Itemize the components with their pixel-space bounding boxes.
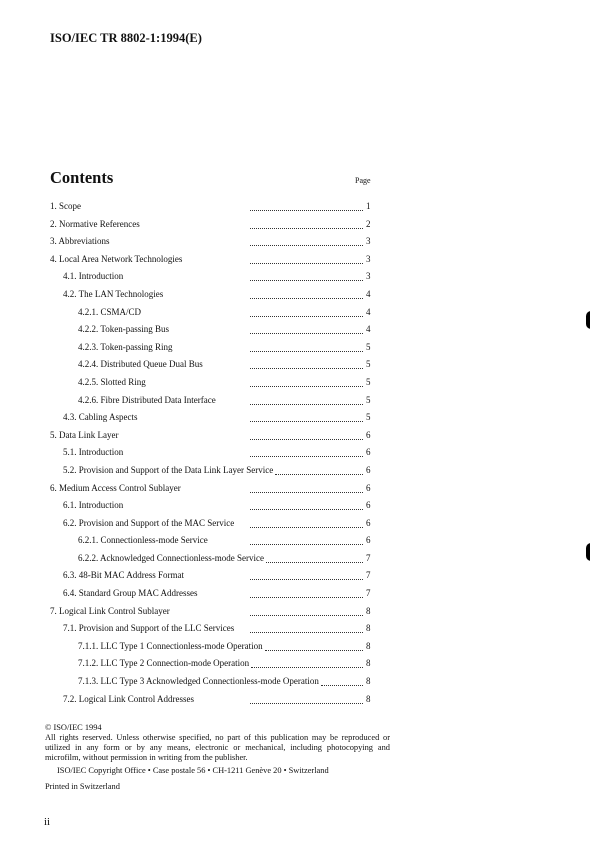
toc-entry-page: 8 [366,605,371,616]
toc-leader-dots [275,474,363,475]
toc-entry[interactable] [0,286,590,304]
toc-leader-dots [250,615,363,616]
toc-entry-page: 5 [366,412,371,423]
toc-entry-page: 8 [366,693,371,704]
toc-entry[interactable] [0,251,590,269]
toc-entry-title: 6.3. 48-Bit MAC Address Format [63,570,185,581]
page-column-label: Page [355,176,371,185]
toc-leader-dots [250,439,363,440]
copyright-notice [45,723,390,792]
toc-entry-page: 7 [366,570,371,581]
toc-entry-page: 8 [366,623,371,634]
toc-entry-title: 4.2.1. CSMA/CD [78,306,142,317]
rights-statement: All rights reserved. Unless otherwise specified, no part of this publication may be reproduced or utilized in any form or by any means, electronic or mechanical, including photocopying and microfilm, without permission in writing from the publisher. [45,733,390,762]
toc-entry-page: 4 [366,288,371,299]
toc-entry[interactable] [0,233,590,251]
toc-entry-page: 8 [366,640,371,651]
toc-leader-dots [250,544,363,545]
toc-entry-page: 3 [366,271,371,282]
toc-entry[interactable] [0,515,590,533]
toc-entry-page: 1 [366,201,371,211]
toc-entry[interactable] [0,585,590,603]
toc-leader-dots [250,597,363,598]
toc-entry[interactable] [0,603,590,621]
toc-entry-page: 7 [366,552,371,563]
toc-leader-dots [250,421,363,422]
toc-entry-title: 4.2.4. Distributed Queue Dual Bus [78,359,203,370]
toc-entry-page: 4 [366,306,371,317]
toc-entry[interactable] [0,198,590,216]
toc-leader-dots [250,632,363,633]
toc-entry-page: 5 [366,341,371,352]
toc-entry-page: 8 [366,676,371,687]
toc-leader-dots [250,298,363,299]
toc-entry-title: 7.1. Provision and Support of the LLC Services [63,623,235,634]
toc-leader-dots [250,210,363,211]
toc-entry-title: 6.2. Provision and Support of the MAC Service [63,517,235,528]
toc-leader-dots [250,527,363,528]
toc-leader-dots [250,368,363,369]
document-id: ISO/IEC TR 8802-1:1994(E) [50,31,202,45]
toc-entry[interactable] [0,497,590,515]
toc-leader-dots [250,509,363,510]
toc-entry-title: 7.1.2. LLC Type 2 Connection-mode Operation [78,658,250,669]
toc-leader-dots [250,386,363,387]
toc-entry[interactable] [0,567,590,585]
toc-leader-dots [266,562,363,563]
toc-entry[interactable] [0,356,590,374]
toc-entry-title: 4.2.5. Slotted Ring [78,376,146,387]
toc-entry[interactable] [0,673,590,691]
toc-entry-page: 6 [366,482,371,493]
page-number: ii [44,816,51,828]
toc-entry[interactable] [0,321,590,339]
toc-leader-dots [250,245,363,246]
contents-title: Contents [50,168,114,187]
toc-entry-title: 4.1. Introduction [63,271,124,282]
toc-entry-title: 6.2.1. Connectionless-mode Service [78,535,208,546]
toc-entry-page: 5 [366,359,371,370]
printed-in: Printed in Switzerland [45,782,120,791]
toc-entry-page: 2 [366,218,371,229]
toc-entry-page: 6 [366,517,371,528]
toc-leader-dots [265,650,363,651]
toc-entry-page: 6 [366,447,371,458]
toc-entry-page: 6 [366,500,371,511]
toc-leader-dots [250,492,363,493]
toc-entry-page: 6 [366,535,371,546]
toc-entry[interactable] [0,339,590,357]
toc-entry-title: 5.2. Provision and Support of the Data Link Layer Service [63,464,274,475]
toc-entry-title: 7.1.3. LLC Type 3 Acknowledged Connectionless-mode Operation [78,676,319,687]
toc-leader-dots [250,703,363,704]
toc-entry-page: 4 [366,324,371,335]
toc-entry-title: 4.2.3. Token-passing Ring [78,341,173,352]
toc-entry[interactable] [0,444,590,462]
toc-entry-page: 5 [366,394,371,405]
toc-entry[interactable] [0,620,590,638]
toc-entry-page: 3 [366,236,371,247]
toc-entry[interactable] [0,691,590,709]
toc-entry-title: 4.3. Cabling Aspects [63,412,138,423]
toc-entry-title: 5. Data Link Layer [50,429,119,440]
toc-entry-title: 4.2. The LAN Technologies [63,288,164,299]
toc-entry-title: 4.2.2. Token-passing Bus [78,324,169,335]
toc-entry[interactable] [0,480,590,498]
toc-entry-title: 1. Scope [50,201,81,211]
toc-leader-dots [250,228,363,229]
toc-entry[interactable] [0,392,590,410]
toc-entry-page: 6 [366,429,371,440]
toc-entry[interactable] [0,638,590,656]
toc-leader-dots [321,685,363,686]
toc-entry-title: 6. Medium Access Control Sublayer [50,482,181,493]
toc-entry-title: 4.2.6. Fibre Distributed Data Interface [78,394,216,405]
toc-entry-page: 3 [366,253,371,264]
toc-entry-page: 7 [366,588,371,599]
toc-entry-title: 6.1. Introduction [63,500,124,511]
copyright-office-address: ISO/IEC Copyright Office • Case postale 56 • CH-1211 Genève 20 • Switzerland [57,766,329,775]
table-of-contents [0,198,590,708]
toc-leader-dots [250,404,363,405]
toc-entry[interactable] [0,374,590,392]
copyright-line: © ISO/IEC 1994 [45,723,102,732]
toc-entry[interactable] [0,268,590,286]
toc-entry[interactable] [0,409,590,427]
toc-entry-title: 7.1.1. LLC Type 1 Connectionless-mode Operation [78,640,263,651]
toc-entry-page: 5 [366,376,371,387]
toc-entry-page: 6 [366,464,371,475]
toc-leader-dots [250,280,363,281]
punch-hole-mark [586,543,590,561]
toc-entry[interactable] [0,532,590,550]
toc-entry[interactable] [0,304,590,322]
toc-entry[interactable] [0,655,590,673]
toc-entry[interactable] [0,427,590,445]
toc-leader-dots [250,263,363,264]
toc-entry-title: 3. Abbreviations [50,236,110,247]
toc-entry[interactable] [0,462,590,480]
punch-hole-mark [586,311,590,329]
toc-entry-title: 7.2. Logical Link Control Addresses [63,693,194,704]
toc-entry[interactable] [0,550,590,568]
toc-entry-title: 4. Local Area Network Technologies [50,253,183,264]
toc-leader-dots [250,316,363,317]
toc-entry[interactable] [0,216,590,234]
toc-entry-title: 6.4. Standard Group MAC Addresses [63,588,198,599]
toc-entry-title: 6.2.2. Acknowledged Connectionless-mode Service [78,552,264,563]
toc-entry-title: 2. Normative References [50,218,140,229]
toc-leader-dots [251,667,363,668]
toc-entry-page: 8 [366,658,371,669]
toc-entry-title: 5.1. Introduction [63,447,124,458]
toc-leader-dots [250,351,363,352]
toc-leader-dots [250,456,363,457]
toc-entry-title: 7. Logical Link Control Sublayer [50,605,170,616]
toc-leader-dots [250,579,363,580]
toc-leader-dots [250,333,363,334]
